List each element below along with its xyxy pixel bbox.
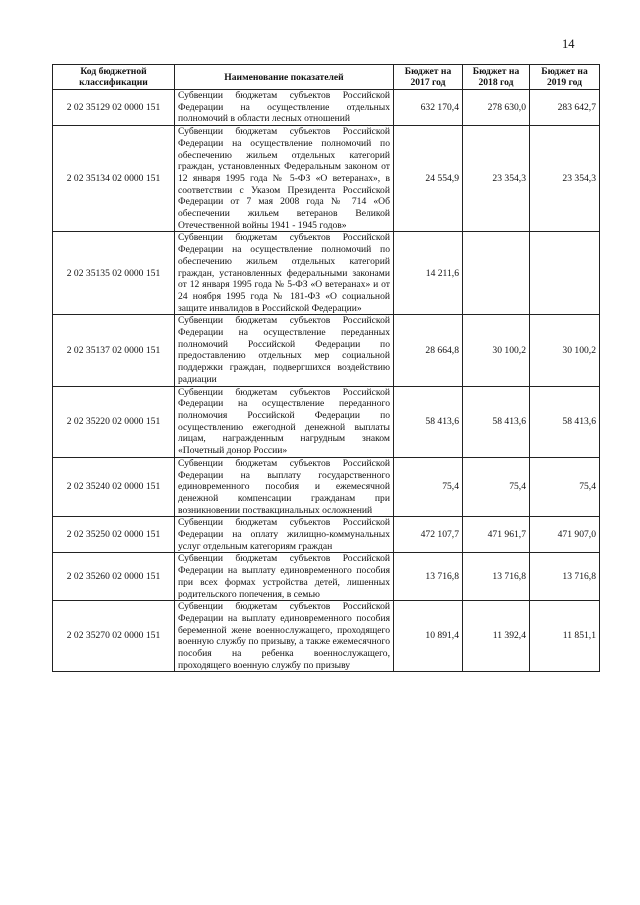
table-row — [53, 386, 600, 457]
cell-budget-2019: 13 716,8 — [530, 553, 600, 601]
cell-budget-2017: 28 664,8 — [394, 315, 463, 386]
cell-code: 2 02 35137 02 0000 151 — [53, 315, 175, 386]
cell-budget-2017: 10 891,4 — [394, 601, 463, 672]
cell-code: 2 02 35270 02 0000 151 — [53, 601, 175, 672]
table-row — [53, 126, 600, 232]
header-budget-2018: Бюджет на 2018 год — [463, 65, 530, 90]
table-row — [53, 232, 600, 315]
page-number: 14 — [562, 37, 575, 51]
cell-budget-2018: 30 100,2 — [463, 315, 530, 386]
cell-code: 2 02 35129 02 0000 151 — [53, 90, 175, 126]
cell-budget-2018: 75,4 — [463, 457, 530, 517]
cell-budget-2018: 278 630,0 — [463, 90, 530, 126]
header-code: Код бюджетной классификации — [53, 65, 175, 90]
header-name: Наименование показателей — [175, 65, 394, 90]
cell-budget-2019: 283 642,7 — [530, 90, 600, 126]
cell-budget-2017: 14 211,6 — [394, 232, 463, 315]
budget-table — [52, 64, 600, 672]
table-header-row — [53, 65, 600, 90]
cell-budget-2018: 11 392,4 — [463, 601, 530, 672]
cell-budget-2019: 471 907,0 — [530, 517, 600, 553]
cell-name: Субвенции бюджетам субъектов Российской Федерации на выплату государственного единовременного пособия и ежемесячной денежной компенсации гражданам при возникновении поствакцинальных осложнений — [175, 457, 394, 517]
cell-budget-2019: 58 413,6 — [530, 386, 600, 457]
header-budget-2017: Бюджет на 2017 год — [394, 65, 463, 90]
cell-code: 2 02 35260 02 0000 151 — [53, 553, 175, 601]
cell-budget-2017: 13 716,8 — [394, 553, 463, 601]
cell-budget-2018 — [463, 232, 530, 315]
cell-budget-2019 — [530, 232, 600, 315]
cell-budget-2017: 58 413,6 — [394, 386, 463, 457]
table-row — [53, 315, 600, 386]
cell-code: 2 02 35250 02 0000 151 — [53, 517, 175, 553]
cell-name: Субвенции бюджетам субъектов Российской Федерации на осуществление переданных полномочий Российской Федерации по предоставлению отдельных мер социальной поддержки граждан, подвергшихся воздействию радиации — [175, 315, 394, 386]
cell-budget-2017: 75,4 — [394, 457, 463, 517]
cell-budget-2018: 13 716,8 — [463, 553, 530, 601]
cell-budget-2019: 11 851,1 — [530, 601, 600, 672]
cell-code: 2 02 35135 02 0000 151 — [53, 232, 175, 315]
cell-budget-2018: 471 961,7 — [463, 517, 530, 553]
cell-budget-2017: 632 170,4 — [394, 90, 463, 126]
cell-code: 2 02 35134 02 0000 151 — [53, 126, 175, 232]
cell-budget-2017: 24 554,9 — [394, 126, 463, 232]
cell-budget-2018: 23 354,3 — [463, 126, 530, 232]
cell-name: Субвенции бюджетам субъектов Российской Федерации на осуществление полномочий по обеспечению жильем отдельных категорий граждан, установленных федеральными законами от 12 января 1995 года № 5-ФЗ «О ветеранах» и от 24 ноября 1995 года № 181-ФЗ «О социальной защите инвалидов в Российской Федерации» — [175, 232, 394, 315]
cell-code: 2 02 35220 02 0000 151 — [53, 386, 175, 457]
cell-budget-2017: 472 107,7 — [394, 517, 463, 553]
cell-code: 2 02 35240 02 0000 151 — [53, 457, 175, 517]
table-row — [53, 517, 600, 553]
table-row — [53, 90, 600, 126]
cell-name: Субвенции бюджетам субъектов Российской Федерации на осуществление полномочий по обеспечению жильем отдельных категорий граждан, установленных Федеральным законом от 12 января 1995 года № 5-ФЗ «О ветеранах», в соответствии с Указом Президента Российской Федерации от 7 мая 2008 года № 714 «Об обеспечении жильем ветеранов Великой Отечественной войны 1941 - 1945 годов» — [175, 126, 394, 232]
cell-budget-2019: 75,4 — [530, 457, 600, 517]
cell-name: Субвенции бюджетам субъектов Российской Федерации на выплату единовременного пособия при всех формах устройства детей, лишенных родительского попечения, в семью — [175, 553, 394, 601]
cell-name: Субвенции бюджетам субъектов Российской Федерации на выплату единовременного пособия беременной жене военнослужащего, проходящего военную службу по призыву, а также ежемесячного пособия на ребенка военнослужащего, проходящего военную службу по призыву — [175, 601, 394, 672]
cell-name: Субвенции бюджетам субъектов Российской Федерации на осуществление переданного полномочия Российской Федерации по осуществлению ежегодной денежной выплаты лицам, награжденным нагрудным знаком «Почетный донор России» — [175, 386, 394, 457]
cell-budget-2019: 30 100,2 — [530, 315, 600, 386]
table-row — [53, 601, 600, 672]
header-budget-2019: Бюджет на 2019 год — [530, 65, 600, 90]
cell-name: Субвенции бюджетам субъектов Российской Федерации на осуществление отдельных полномочий в области лесных отношений — [175, 90, 394, 126]
table-row — [53, 553, 600, 601]
cell-budget-2018: 58 413,6 — [463, 386, 530, 457]
table-row — [53, 457, 600, 517]
cell-budget-2019: 23 354,3 — [530, 126, 600, 232]
cell-name: Субвенции бюджетам субъектов Российской Федерации на оплату жилищно-коммунальных услуг отдельным категориям граждан — [175, 517, 394, 553]
